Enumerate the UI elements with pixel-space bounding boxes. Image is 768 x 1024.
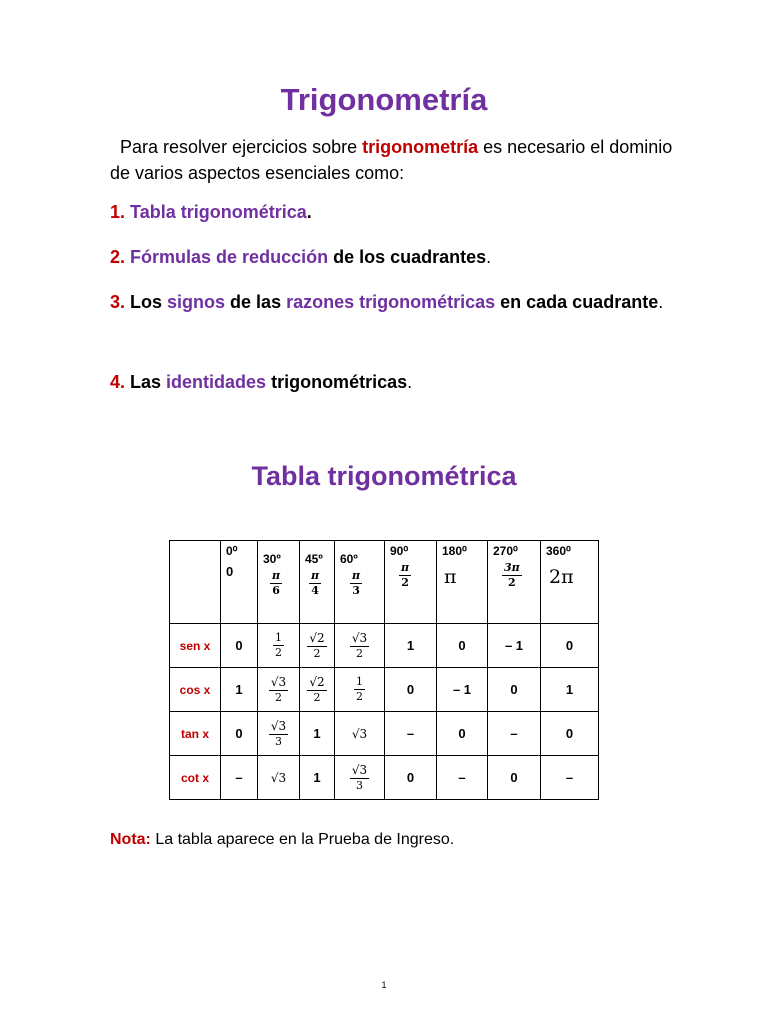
- degree-label: 30º: [263, 552, 281, 566]
- value-fraction: [269, 720, 288, 748]
- fraction-numerator: π: [401, 561, 410, 574]
- sqrt-argument: 3: [278, 771, 287, 785]
- fraction-denominator: 2: [275, 646, 282, 659]
- item-text: de las: [225, 292, 287, 312]
- sqrt-argument: 2: [317, 630, 325, 645]
- degree-label: 270⁰: [493, 544, 518, 558]
- table-cell: [258, 624, 300, 668]
- sqrt-argument: 3: [278, 718, 287, 733]
- radian-fraction: [270, 570, 282, 597]
- degree-label: 360⁰: [546, 544, 571, 558]
- degree-label: 180⁰: [442, 544, 467, 558]
- list-item-1: [110, 195, 690, 230]
- value-fraction: [273, 632, 284, 659]
- fraction-denominator: 3: [352, 584, 360, 597]
- fraction-numerator: 1: [275, 631, 282, 644]
- table-row-sen: [170, 624, 599, 668]
- radian-fraction: [309, 570, 321, 597]
- header-cell-45: [300, 541, 335, 624]
- item-text: .: [486, 247, 492, 267]
- value-fraction: [307, 632, 326, 660]
- intro-text-start: Para resolver ejercicios sobre: [120, 137, 363, 157]
- table-cell: [300, 624, 335, 668]
- fraction-denominator: 2: [401, 576, 409, 589]
- fraction-numerator: [307, 632, 326, 647]
- sqrt-symbol: √: [309, 630, 317, 645]
- fraction-numerator: [350, 764, 369, 779]
- item-text: trigonométricas: [266, 372, 408, 392]
- fraction-denominator: 3: [355, 778, 363, 792]
- table-cell: 1: [221, 668, 258, 712]
- table-cell: [300, 668, 335, 712]
- item-text: en cada cuadrante: [495, 292, 659, 312]
- section-title: Tabla trigonométrica: [251, 461, 517, 491]
- table-row-cos: [170, 668, 599, 712]
- header-cell-0: [221, 541, 258, 624]
- table-cell: 1: [541, 668, 599, 712]
- item-text: Fórmulas de reducción: [130, 247, 329, 267]
- radian-fraction: [502, 562, 522, 589]
- item-text: .: [306, 202, 312, 222]
- sqrt-symbol: √: [270, 674, 279, 689]
- sqrt-symbol: √: [351, 630, 360, 645]
- radian-fraction: [399, 562, 411, 589]
- radian-label: 0: [226, 564, 234, 579]
- table-cell: 1: [300, 756, 335, 800]
- header-cell-60: [335, 541, 385, 624]
- row-label: tan x: [170, 712, 221, 756]
- table-cell: 1: [385, 624, 437, 668]
- table-cell: [258, 668, 300, 712]
- fraction-numerator: π: [272, 569, 281, 582]
- value-fraction: [307, 676, 326, 704]
- fraction-numerator: π: [352, 569, 361, 582]
- fraction-denominator: 2: [274, 690, 282, 704]
- value-fraction: [354, 676, 365, 703]
- header-cell-360: [541, 541, 599, 624]
- note-label: Nota:: [110, 831, 151, 848]
- row-label: cos x: [170, 668, 221, 712]
- item-number: 4.: [110, 372, 126, 392]
- item-number: 3.: [110, 292, 126, 312]
- row-label: sen x: [170, 624, 221, 668]
- sqrt-symbol: √: [270, 718, 279, 733]
- header-cell-270: [488, 541, 541, 624]
- radian-label: 2π: [549, 566, 574, 588]
- page-title: Trigonometría: [280, 82, 488, 117]
- sqrt-symbol: √: [351, 727, 360, 741]
- item-text: razones trigonométricas: [286, 292, 496, 312]
- fraction-denominator: 3: [274, 734, 282, 748]
- table-cell: –: [437, 756, 488, 800]
- radian-fraction: [350, 570, 362, 597]
- item-text: identidades: [166, 372, 267, 392]
- sqrt-argument: 3: [359, 727, 368, 741]
- degree-label: 45º: [305, 552, 323, 566]
- table-row-cot: [170, 756, 599, 800]
- degree-label: 60º: [340, 552, 358, 566]
- header-corner-cell: [170, 541, 221, 624]
- table-cell: [335, 624, 385, 668]
- fraction-numerator: [307, 676, 326, 691]
- note: [110, 831, 454, 849]
- value-fraction: [350, 764, 369, 792]
- radian-label: π: [444, 566, 457, 588]
- list-item-4: [110, 365, 690, 400]
- fraction-denominator: 2: [508, 576, 516, 589]
- intro-paragraph: [110, 134, 690, 186]
- table-cell: 0: [437, 624, 488, 668]
- fraction-numerator: 1: [356, 675, 363, 688]
- table-row-tan: [170, 712, 599, 756]
- item-text: Tabla trigonométrica: [130, 202, 307, 222]
- header-cell-180: [437, 541, 488, 624]
- list-item-2: [110, 240, 690, 275]
- table-cell: 0: [541, 712, 599, 756]
- value-fraction: [350, 632, 369, 660]
- fraction-denominator: 2: [313, 646, 321, 660]
- header-cell-90: [385, 541, 437, 624]
- sqrt-symbol: √: [309, 674, 317, 689]
- table-cell: 0: [385, 756, 437, 800]
- table-cell: 0: [541, 624, 599, 668]
- intro-highlight: trigonometría: [362, 137, 479, 157]
- item-text: Las: [125, 372, 167, 392]
- table-cell: [258, 712, 300, 756]
- table-cell: 0: [221, 712, 258, 756]
- sqrt-argument: 3: [359, 630, 368, 645]
- table-cell: – 1: [437, 668, 488, 712]
- fraction-denominator: 2: [356, 690, 363, 703]
- sqrt-symbol: √: [270, 771, 279, 785]
- item-text: de los cuadrantes: [328, 247, 487, 267]
- table-cell: 0: [221, 624, 258, 668]
- item-number: 2.: [110, 247, 126, 267]
- fraction-denominator: 6: [272, 584, 280, 597]
- table-cell: – 1: [488, 624, 541, 668]
- table-cell: [335, 712, 385, 756]
- table-cell: 0: [488, 668, 541, 712]
- value-fraction: [269, 676, 288, 704]
- table-cell: [335, 756, 385, 800]
- fraction-numerator: π: [311, 569, 320, 582]
- sqrt-symbol: √: [351, 762, 360, 777]
- fraction-numerator: 3π: [504, 561, 520, 574]
- degree-label: 90⁰: [390, 544, 409, 558]
- note-text: La tabla aparece en la Prueba de Ingreso.: [150, 831, 455, 848]
- table-cell: –: [488, 712, 541, 756]
- degree-label: 0⁰: [226, 544, 238, 558]
- fraction-numerator: [269, 720, 288, 735]
- table-cell: 1: [300, 712, 335, 756]
- table-cell: –: [385, 712, 437, 756]
- row-label: cot x: [170, 756, 221, 800]
- list-item-3: [110, 285, 690, 320]
- fraction-numerator: [350, 632, 369, 647]
- table-cell: –: [541, 756, 599, 800]
- header-cell-30: [258, 541, 300, 624]
- item-text: signos: [167, 292, 226, 312]
- fraction-numerator: [269, 676, 288, 691]
- item-number: 1.: [110, 202, 126, 222]
- table-cell: 0: [385, 668, 437, 712]
- table-cell: [335, 668, 385, 712]
- sqrt-argument: 2: [317, 674, 325, 689]
- table-header-row: [170, 541, 599, 624]
- fraction-denominator: 2: [313, 690, 321, 704]
- item-text: .: [407, 372, 413, 392]
- fraction-denominator: 2: [355, 646, 363, 660]
- page-number: 1: [381, 980, 387, 990]
- sqrt-argument: 3: [278, 674, 287, 689]
- intro-text-end: es necesario el dominio de varios aspectos esenciales como:: [110, 137, 673, 183]
- item-text: .: [658, 292, 664, 312]
- item-text: Los: [125, 292, 168, 312]
- table-cell: 0: [437, 712, 488, 756]
- table-cell: 0: [488, 756, 541, 800]
- table-cell: –: [221, 756, 258, 800]
- sqrt-argument: 3: [359, 762, 368, 777]
- fraction-denominator: 4: [311, 584, 319, 597]
- table-cell: [258, 756, 300, 800]
- trig-table: [169, 540, 599, 800]
